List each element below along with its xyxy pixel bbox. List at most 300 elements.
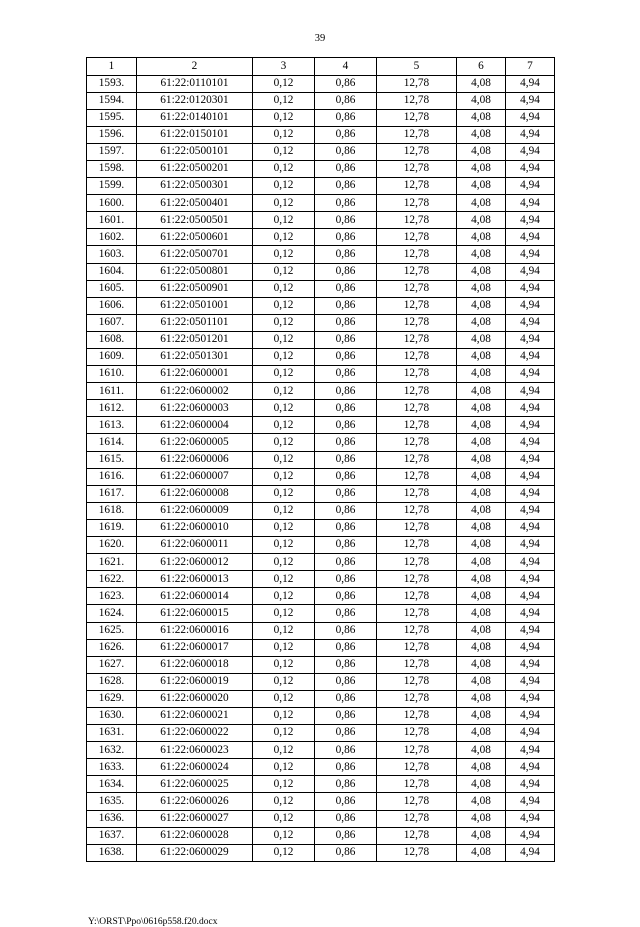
table-row (87, 109, 555, 126)
table-cell: 0,12 (253, 502, 315, 519)
table-header (87, 58, 555, 76)
table-cell: 0,12 (253, 75, 315, 92)
row-index-cell: 1613. (87, 417, 137, 434)
table-cell: 12,78 (377, 844, 457, 861)
table-cell: 4,08 (457, 605, 506, 622)
table-cell: 0,86 (315, 417, 377, 434)
table-cell: 0,86 (315, 519, 377, 536)
row-index-cell: 1626. (87, 639, 137, 656)
table-cell: 4,94 (506, 554, 555, 571)
table-cell: 0,12 (253, 400, 315, 417)
table-cell: 0,86 (315, 725, 377, 742)
table-cell: 4,08 (457, 178, 506, 195)
row-index-cell: 1600. (87, 195, 137, 212)
table-cell: 4,94 (506, 263, 555, 280)
table-cell: 0,12 (253, 707, 315, 724)
table-cell: 12,78 (377, 160, 457, 177)
table-cell: 61:22:0500801 (137, 263, 253, 280)
table-cell: 0,86 (315, 656, 377, 673)
table-cell: 61:22:0500101 (137, 143, 253, 160)
table-row (87, 776, 555, 793)
table-cell: 0,12 (253, 297, 315, 314)
table-cell: 0,12 (253, 605, 315, 622)
table-cell: 0,86 (315, 742, 377, 759)
table-cell: 0,86 (315, 349, 377, 366)
table-cell: 4,08 (457, 297, 506, 314)
table-row (87, 810, 555, 827)
table-cell: 12,78 (377, 400, 457, 417)
table-cell: 4,08 (457, 485, 506, 502)
table-cell: 61:22:0600005 (137, 434, 253, 451)
row-index-cell: 1598. (87, 160, 137, 177)
table-cell: 4,08 (457, 160, 506, 177)
table-cell: 0,86 (315, 109, 377, 126)
table-cell: 0,86 (315, 195, 377, 212)
table-cell: 61:22:0501301 (137, 349, 253, 366)
table-row (87, 725, 555, 742)
table-row (87, 451, 555, 468)
table-cell: 61:22:0600007 (137, 468, 253, 485)
table-cell: 12,78 (377, 246, 457, 263)
table-cell: 4,94 (506, 827, 555, 844)
table-cell: 0,12 (253, 776, 315, 793)
table-cell: 12,78 (377, 793, 457, 810)
page-number: 39 (314, 33, 326, 44)
column-header-4: 4 (315, 58, 377, 76)
table-cell: 0,12 (253, 742, 315, 759)
table-cell: 0,12 (253, 725, 315, 742)
table-cell: 61:22:0500301 (137, 178, 253, 195)
row-index-cell: 1596. (87, 126, 137, 143)
table-cell: 4,94 (506, 400, 555, 417)
row-index-cell: 1594. (87, 92, 137, 109)
table-cell: 12,78 (377, 519, 457, 536)
table-cell: 12,78 (377, 297, 457, 314)
table-cell: 61:22:0500701 (137, 246, 253, 263)
table-cell: 12,78 (377, 331, 457, 348)
table-cell: 0,86 (315, 366, 377, 383)
table-cell: 61:22:0501001 (137, 297, 253, 314)
table-cell: 0,12 (253, 656, 315, 673)
table-cell: 4,08 (457, 827, 506, 844)
row-index-cell: 1629. (87, 690, 137, 707)
table-cell: 0,86 (315, 690, 377, 707)
table-row (87, 229, 555, 246)
cadastral-table (86, 57, 555, 862)
table-cell: 4,94 (506, 690, 555, 707)
table-cell: 4,94 (506, 622, 555, 639)
table-cell: 4,94 (506, 588, 555, 605)
table-body (87, 75, 555, 861)
table-row (87, 92, 555, 109)
row-index-cell: 1611. (87, 383, 137, 400)
table-cell: 0,86 (315, 502, 377, 519)
table-cell: 0,86 (315, 331, 377, 348)
table-cell: 4,08 (457, 690, 506, 707)
table-cell: 0,86 (315, 143, 377, 160)
table-cell: 61:22:0600023 (137, 742, 253, 759)
table-row (87, 349, 555, 366)
table-cell: 61:22:0600021 (137, 707, 253, 724)
table-cell: 0,86 (315, 673, 377, 690)
table-cell: 0,86 (315, 263, 377, 280)
table-cell: 0,12 (253, 383, 315, 400)
table-row (87, 383, 555, 400)
table-cell: 12,78 (377, 263, 457, 280)
table-cell: 4,94 (506, 297, 555, 314)
table-cell: 0,86 (315, 400, 377, 417)
table-cell: 4,94 (506, 468, 555, 485)
footer-file-path: Y:\ORST\Ppo\0616p558.f20.docx (88, 917, 218, 927)
table-cell: 61:22:0600003 (137, 400, 253, 417)
table-cell: 0,86 (315, 776, 377, 793)
table-cell: 0,86 (315, 605, 377, 622)
table-cell: 4,08 (457, 451, 506, 468)
row-index-cell: 1612. (87, 400, 137, 417)
table-row (87, 195, 555, 212)
table-cell: 4,94 (506, 246, 555, 263)
table-cell: 12,78 (377, 434, 457, 451)
row-index-cell: 1595. (87, 109, 137, 126)
row-index-cell: 1637. (87, 827, 137, 844)
table-cell: 61:22:0600019 (137, 673, 253, 690)
table-cell: 0,12 (253, 519, 315, 536)
table-cell: 0,12 (253, 331, 315, 348)
table-cell: 4,08 (457, 844, 506, 861)
table-cell: 0,86 (315, 810, 377, 827)
table-cell: 4,94 (506, 639, 555, 656)
table-cell: 61:22:0600010 (137, 519, 253, 536)
table-cell: 0,12 (253, 229, 315, 246)
table-cell: 0,86 (315, 622, 377, 639)
table-cell: 12,78 (377, 639, 457, 656)
table-cell: 61:22:0600022 (137, 725, 253, 742)
table-cell: 4,08 (457, 383, 506, 400)
table-cell: 4,94 (506, 485, 555, 502)
table-cell: 4,94 (506, 229, 555, 246)
table-cell: 0,12 (253, 844, 315, 861)
table-cell: 12,78 (377, 417, 457, 434)
row-index-cell: 1631. (87, 725, 137, 742)
row-index-cell: 1630. (87, 707, 137, 724)
table-cell: 0,12 (253, 195, 315, 212)
table-row (87, 622, 555, 639)
table-cell: 61:22:0500601 (137, 229, 253, 246)
table-cell: 0,12 (253, 673, 315, 690)
table-cell: 0,12 (253, 126, 315, 143)
table-cell: 4,94 (506, 109, 555, 126)
table-cell: 61:22:0600027 (137, 810, 253, 827)
column-header-6: 6 (457, 58, 506, 76)
table-cell: 0,86 (315, 537, 377, 554)
table-cell: 61:22:0600017 (137, 639, 253, 656)
table-cell: 4,08 (457, 246, 506, 263)
table-cell: 4,94 (506, 331, 555, 348)
row-index-cell: 1616. (87, 468, 137, 485)
table-cell: 4,08 (457, 673, 506, 690)
table-row (87, 178, 555, 195)
table-cell: 4,08 (457, 229, 506, 246)
table-cell: 61:22:0500501 (137, 212, 253, 229)
row-index-cell: 1614. (87, 434, 137, 451)
cadastral-table-container (86, 57, 554, 862)
table-cell: 61:22:0500901 (137, 280, 253, 297)
table-cell: 4,08 (457, 554, 506, 571)
table-cell: 4,08 (457, 366, 506, 383)
table-cell: 61:22:0600026 (137, 793, 253, 810)
table-cell: 4,94 (506, 349, 555, 366)
column-header-5: 5 (377, 58, 457, 76)
table-cell: 0,12 (253, 349, 315, 366)
table-cell: 12,78 (377, 485, 457, 502)
row-index-cell: 1608. (87, 331, 137, 348)
table-cell: 12,78 (377, 742, 457, 759)
table-cell: 61:22:0600014 (137, 588, 253, 605)
table-cell: 61:22:0600028 (137, 827, 253, 844)
table-cell: 4,08 (457, 143, 506, 160)
table-cell: 0,12 (253, 143, 315, 160)
table-cell: 4,08 (457, 622, 506, 639)
table-row (87, 690, 555, 707)
table-cell: 4,94 (506, 314, 555, 331)
row-index-cell: 1610. (87, 366, 137, 383)
table-cell: 12,78 (377, 229, 457, 246)
row-index-cell: 1593. (87, 75, 137, 92)
table-cell: 0,12 (253, 537, 315, 554)
table-cell: 0,12 (253, 690, 315, 707)
table-cell: 61:22:0110101 (137, 75, 253, 92)
table-cell: 0,86 (315, 571, 377, 588)
table-cell: 61:22:0600018 (137, 656, 253, 673)
table-cell: 12,78 (377, 707, 457, 724)
table-cell: 4,08 (457, 280, 506, 297)
table-cell: 12,78 (377, 690, 457, 707)
column-header-2: 2 (137, 58, 253, 76)
table-cell: 4,94 (506, 502, 555, 519)
table-row (87, 571, 555, 588)
table-cell: 4,08 (457, 810, 506, 827)
table-cell: 0,86 (315, 280, 377, 297)
row-index-cell: 1601. (87, 212, 137, 229)
table-cell: 0,12 (253, 314, 315, 331)
table-cell: 4,94 (506, 776, 555, 793)
table-cell: 4,94 (506, 143, 555, 160)
column-header-3: 3 (253, 58, 315, 76)
table-row (87, 297, 555, 314)
table-cell: 61:22:0501101 (137, 314, 253, 331)
table-cell: 0,86 (315, 297, 377, 314)
table-cell: 61:22:0600011 (137, 537, 253, 554)
table-cell: 4,94 (506, 793, 555, 810)
table-cell: 4,08 (457, 400, 506, 417)
table-cell: 12,78 (377, 827, 457, 844)
table-cell: 0,86 (315, 451, 377, 468)
table-cell: 12,78 (377, 554, 457, 571)
table-cell: 4,94 (506, 656, 555, 673)
row-index-cell: 1632. (87, 742, 137, 759)
table-cell: 4,08 (457, 126, 506, 143)
row-index-cell: 1623. (87, 588, 137, 605)
table-cell: 0,86 (315, 485, 377, 502)
table-row (87, 639, 555, 656)
table-cell: 12,78 (377, 622, 457, 639)
table-row (87, 400, 555, 417)
table-cell: 12,78 (377, 314, 457, 331)
table-cell: 61:22:0600006 (137, 451, 253, 468)
table-cell: 0,86 (315, 92, 377, 109)
table-cell: 0,12 (253, 280, 315, 297)
table-cell: 0,86 (315, 314, 377, 331)
table-row (87, 673, 555, 690)
table-cell: 4,08 (457, 417, 506, 434)
table-cell: 4,94 (506, 844, 555, 861)
row-index-cell: 1605. (87, 280, 137, 297)
table-row (87, 280, 555, 297)
table-cell: 61:22:0600008 (137, 485, 253, 502)
table-cell: 0,12 (253, 417, 315, 434)
row-index-cell: 1599. (87, 178, 137, 195)
row-index-cell: 1622. (87, 571, 137, 588)
table-cell: 4,94 (506, 537, 555, 554)
table-cell: 4,08 (457, 742, 506, 759)
table-cell: 12,78 (377, 673, 457, 690)
table-cell: 4,94 (506, 707, 555, 724)
table-cell: 61:22:0600009 (137, 502, 253, 519)
table-cell: 0,12 (253, 366, 315, 383)
table-cell: 0,86 (315, 126, 377, 143)
table-row (87, 126, 555, 143)
table-cell: 0,86 (315, 793, 377, 810)
table-cell: 12,78 (377, 195, 457, 212)
table-cell: 12,78 (377, 178, 457, 195)
table-cell: 4,08 (457, 92, 506, 109)
table-cell: 0,12 (253, 639, 315, 656)
table-cell: 12,78 (377, 588, 457, 605)
table-cell: 4,08 (457, 212, 506, 229)
table-row (87, 844, 555, 861)
table-cell: 4,08 (457, 759, 506, 776)
table-cell: 4,08 (457, 588, 506, 605)
table-cell: 12,78 (377, 126, 457, 143)
row-index-cell: 1607. (87, 314, 137, 331)
table-cell: 0,12 (253, 588, 315, 605)
table-cell: 0,12 (253, 434, 315, 451)
table-cell: 12,78 (377, 725, 457, 742)
table-cell: 61:22:0140101 (137, 109, 253, 126)
table-cell: 0,12 (253, 263, 315, 280)
table-row (87, 759, 555, 776)
table-cell: 0,86 (315, 554, 377, 571)
table-row (87, 742, 555, 759)
row-index-cell: 1609. (87, 349, 137, 366)
table-cell: 61:22:0600024 (137, 759, 253, 776)
table-cell: 0,86 (315, 844, 377, 861)
table-cell: 4,08 (457, 519, 506, 536)
table-cell: 12,78 (377, 468, 457, 485)
table-cell: 4,08 (457, 725, 506, 742)
table-row (87, 537, 555, 554)
table-row (87, 519, 555, 536)
row-index-cell: 1621. (87, 554, 137, 571)
table-cell: 0,86 (315, 229, 377, 246)
table-cell: 4,08 (457, 468, 506, 485)
table-row (87, 707, 555, 724)
table-row (87, 263, 555, 280)
table-cell: 12,78 (377, 571, 457, 588)
table-cell: 12,78 (377, 212, 457, 229)
table-cell: 12,78 (377, 143, 457, 160)
table-cell: 0,86 (315, 75, 377, 92)
table-cell: 4,94 (506, 92, 555, 109)
table-cell: 12,78 (377, 605, 457, 622)
table-row (87, 468, 555, 485)
table-cell: 0,86 (315, 434, 377, 451)
table-cell: 0,12 (253, 468, 315, 485)
table-cell: 4,94 (506, 810, 555, 827)
row-index-cell: 1606. (87, 297, 137, 314)
table-row (87, 554, 555, 571)
table-cell: 4,08 (457, 793, 506, 810)
table-cell: 4,08 (457, 314, 506, 331)
table-cell: 4,08 (457, 331, 506, 348)
table-row (87, 75, 555, 92)
column-header-1: 1 (87, 58, 137, 76)
table-cell: 4,94 (506, 417, 555, 434)
table-cell: 4,08 (457, 434, 506, 451)
table-cell: 4,08 (457, 537, 506, 554)
table-cell: 4,08 (457, 571, 506, 588)
table-row (87, 502, 555, 519)
table-cell: 0,86 (315, 160, 377, 177)
table-cell: 12,78 (377, 75, 457, 92)
table-cell: 4,08 (457, 639, 506, 656)
table-cell: 12,78 (377, 366, 457, 383)
table-cell: 12,78 (377, 280, 457, 297)
table-row (87, 143, 555, 160)
table-cell: 4,94 (506, 519, 555, 536)
table-cell: 4,94 (506, 75, 555, 92)
table-cell: 12,78 (377, 776, 457, 793)
table-cell: 12,78 (377, 383, 457, 400)
row-index-cell: 1638. (87, 844, 137, 861)
table-cell: 0,12 (253, 178, 315, 195)
row-index-cell: 1604. (87, 263, 137, 280)
table-row (87, 588, 555, 605)
row-index-cell: 1615. (87, 451, 137, 468)
table-cell: 61:22:0600013 (137, 571, 253, 588)
table-cell: 0,12 (253, 810, 315, 827)
table-cell: 61:22:0150101 (137, 126, 253, 143)
table-cell: 4,94 (506, 673, 555, 690)
table-cell: 4,08 (457, 263, 506, 280)
table-cell: 61:22:0600001 (137, 366, 253, 383)
table-cell: 4,94 (506, 605, 555, 622)
table-cell: 61:22:0600029 (137, 844, 253, 861)
table-cell: 4,94 (506, 383, 555, 400)
table-cell: 61:22:0120301 (137, 92, 253, 109)
table-cell: 4,94 (506, 759, 555, 776)
row-index-cell: 1628. (87, 673, 137, 690)
table-cell: 0,12 (253, 827, 315, 844)
table-cell: 61:22:0600020 (137, 690, 253, 707)
table-row (87, 212, 555, 229)
table-cell: 12,78 (377, 502, 457, 519)
table-cell: 61:22:0600012 (137, 554, 253, 571)
table-cell: 61:22:0501201 (137, 331, 253, 348)
table-cell: 12,78 (377, 349, 457, 366)
row-index-cell: 1618. (87, 502, 137, 519)
table-cell: 12,78 (377, 451, 457, 468)
